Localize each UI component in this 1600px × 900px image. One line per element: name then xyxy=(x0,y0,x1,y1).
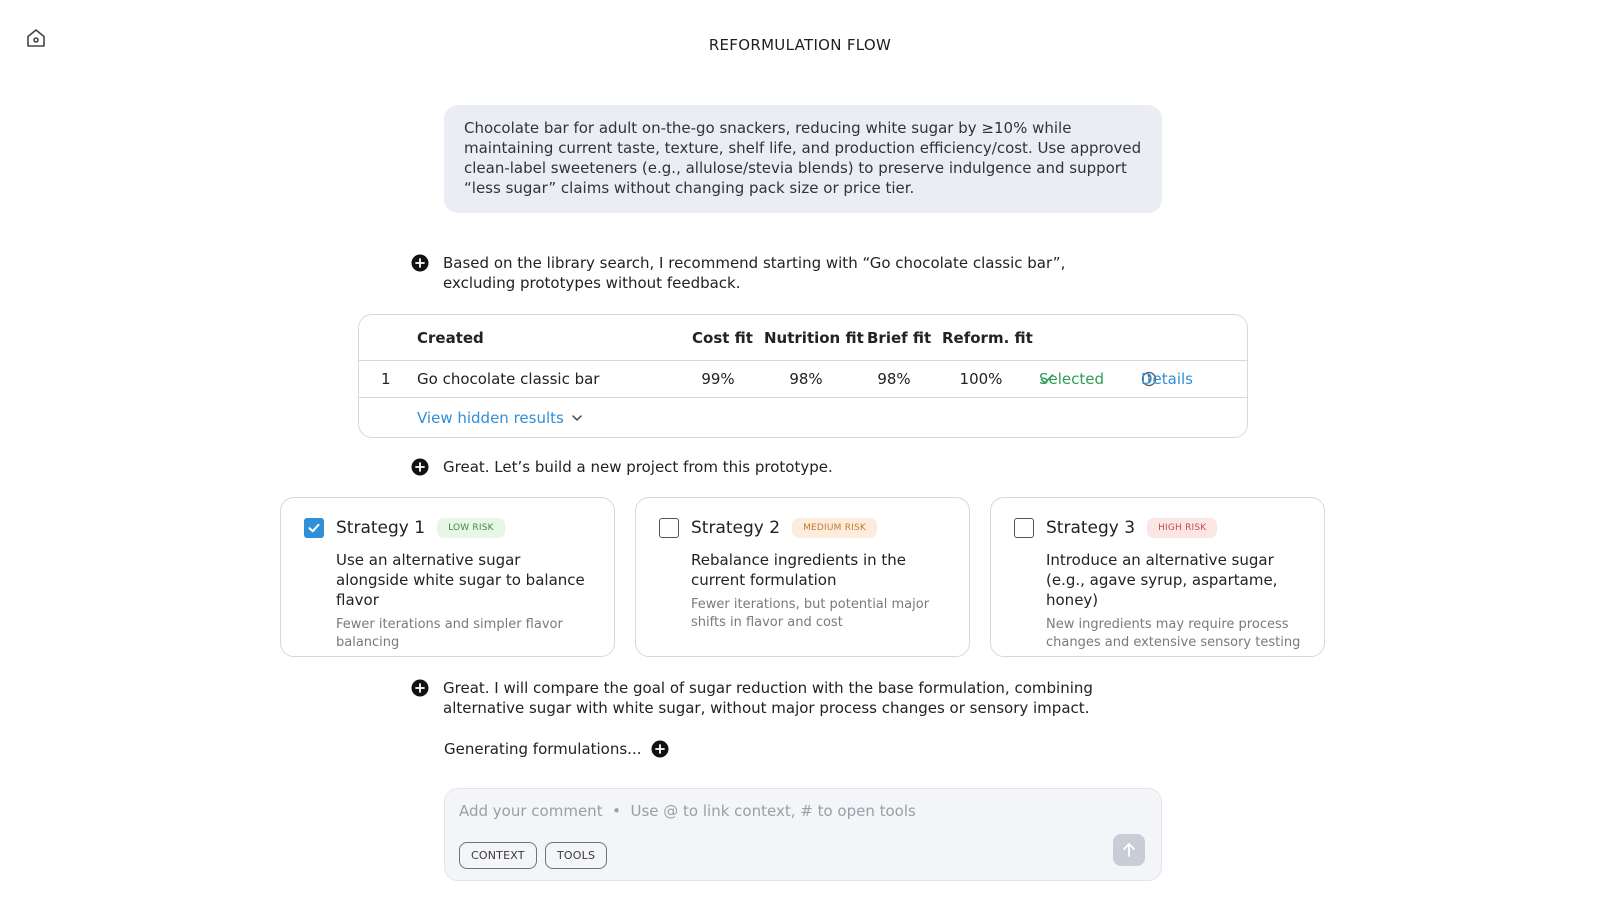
plus-circle-icon xyxy=(411,679,429,697)
generating-text: Generating formulations... xyxy=(444,740,642,758)
details-label: Details xyxy=(1141,370,1194,388)
message-text: Great. I will compare the goal of sugar reduction with the base formulation, combining alternative sugar with white sugar, without major process changes or sensory impact. xyxy=(443,679,1093,717)
table-row[interactable] xyxy=(359,361,1247,398)
strategy-title: Strategy 2 xyxy=(691,518,781,538)
row-cost-fit: 99% xyxy=(701,370,735,388)
table-header xyxy=(359,315,1247,361)
send-button[interactable] xyxy=(1113,834,1145,866)
plus-circle-icon xyxy=(651,740,669,758)
header-reform-fit: Reform. fit xyxy=(942,328,1033,347)
header-brief-fit: Brief fit xyxy=(867,328,932,347)
message-text: Great. Let’s build a new project from this prototype. xyxy=(443,458,833,476)
page-title: REFORMULATION FLOW xyxy=(708,36,892,54)
strategy-note: Fewer iterations and simpler flavor balancing xyxy=(336,617,563,650)
row-nutrition-fit: 98% xyxy=(789,370,823,388)
strategy-description: Introduce an alternative sugar (e.g., agave syrup, aspartame, honey) xyxy=(1046,551,1278,609)
strategy-card-2[interactable] xyxy=(635,497,970,657)
strategy-card-1[interactable] xyxy=(280,497,615,657)
strategy-note: Fewer iterations, but potential major shifts in flavor and cost xyxy=(691,597,930,630)
header-created: Created xyxy=(417,328,484,347)
risk-badge: LOW RISK xyxy=(437,518,505,538)
strategy-description: Rebalance ingredients in the current formulation xyxy=(691,551,907,589)
strategy-description: Use an alternative sugar alongside white sugar to balance flavor xyxy=(336,551,585,609)
selected-label: Selected xyxy=(1039,370,1105,388)
brief-message: Chocolate bar for adult on-the-go snackers, reducing white sugar by ≥10% while maintaining current taste, texture, shelf life, and production efficiency/cost. Use approved clean-label sweeteners (e.g., allulose/stevia blends) to preserve indulgence and support “less sugar” claims without changing pack size or price tier. xyxy=(444,105,1162,213)
assistant-message xyxy=(411,678,1133,718)
context-button[interactable]: CONTEXT xyxy=(459,842,537,869)
comment-composer xyxy=(444,788,1162,881)
row-brief-fit: 98% xyxy=(877,370,911,388)
plus-circle-icon xyxy=(411,458,429,476)
strategy-title: Strategy 1 xyxy=(336,518,426,538)
row-name: Go chocolate classic bar xyxy=(417,370,600,388)
strategy-checkbox[interactable] xyxy=(304,518,324,538)
strategy-title: Strategy 3 xyxy=(1046,518,1136,538)
risk-badge: MEDIUM RISK xyxy=(792,518,877,538)
table-footer xyxy=(359,398,1247,437)
details-link[interactable] xyxy=(1141,370,1194,388)
view-hidden-label: View hidden results xyxy=(417,408,564,427)
strategy-note: New ingredients may require process changes and extensive sensory testing xyxy=(1046,617,1301,650)
row-reform-fit: 100% xyxy=(959,370,1003,388)
generating-status xyxy=(444,739,669,759)
strategy-checkbox[interactable] xyxy=(659,518,679,538)
arrow-up-icon xyxy=(1120,841,1138,859)
check-icon xyxy=(307,521,321,535)
assistant-message xyxy=(411,253,1133,293)
row-index: 1 xyxy=(381,370,391,388)
assistant-message xyxy=(411,457,833,477)
view-hidden-results-link[interactable] xyxy=(417,409,584,427)
plus-circle-icon xyxy=(411,254,429,272)
header-nutrition-fit: Nutrition fit xyxy=(764,328,864,347)
strategy-checkbox[interactable] xyxy=(1014,518,1034,538)
tools-button[interactable]: TOOLS xyxy=(545,842,607,869)
risk-badge: HIGH RISK xyxy=(1147,518,1217,538)
header-cost-fit: Cost fit xyxy=(692,328,753,347)
selected-status[interactable] xyxy=(1039,370,1105,388)
chevron-down-icon xyxy=(570,411,584,425)
strategy-card-3[interactable] xyxy=(990,497,1325,657)
comment-input[interactable] xyxy=(459,799,1139,823)
results-table xyxy=(358,314,1248,438)
message-text: Based on the library search, I recommend starting with “Go chocolate classic bar”, excluding prototypes without feedback. xyxy=(443,254,1066,292)
